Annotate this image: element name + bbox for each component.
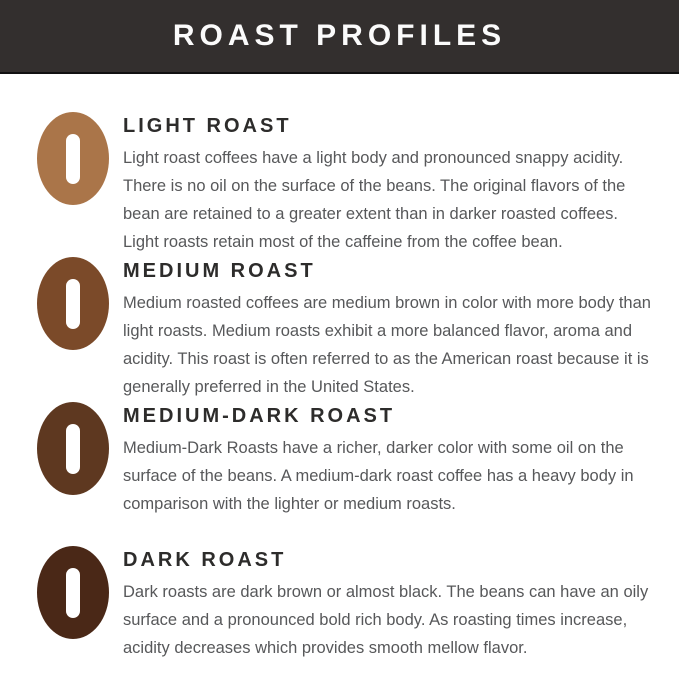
section-text xyxy=(123,401,655,518)
bean-slit xyxy=(66,134,80,184)
bean-column xyxy=(37,401,123,495)
bean-slit xyxy=(66,424,80,474)
bean-column xyxy=(37,256,123,350)
section-description: Dark roasts are dark brown or almost black. The beans can have an oily surface and a pronounced bold rich body. As roasting times increase, acidity decreases which provides smooth mellow flavor. xyxy=(123,583,649,657)
section-dark-roast xyxy=(37,545,655,662)
section-description: Light roast coffees have a light body and pronounced snappy acidity. There is no oil on the surface of the beans. The original flavors of the bean are retained to a greater extent than in darker roasted coffees. Light roasts retain most of the caffeine from the coffee bean. xyxy=(123,149,626,251)
section-text xyxy=(123,256,655,401)
coffee-bean-icon xyxy=(37,402,109,495)
section-medium-roast xyxy=(37,256,655,401)
section-description: Medium-Dark Roasts have a richer, darker color with some oil on the surface of the beans. A medium-dark roast coffee has a heavy body in comparison with the lighter or medium roasts. xyxy=(123,439,634,513)
section-heading: MEDIUM ROAST xyxy=(123,260,316,282)
section-light-roast xyxy=(37,111,655,256)
section-heading: MEDIUM-DARK ROAST xyxy=(123,405,396,427)
bean-slit xyxy=(66,279,80,329)
coffee-bean-icon xyxy=(37,257,109,350)
bean-slit xyxy=(66,568,80,618)
section-heading: LIGHT ROAST xyxy=(123,115,292,137)
section-text xyxy=(123,545,655,662)
section-description: Medium roasted coffees are medium brown in color with more body than light roasts. Medium roasts exhibit a more balanced flavor, aroma and acidity. This roast is often referred to as the American roast because it is generally preferred in the United States. xyxy=(123,294,651,396)
bean-column xyxy=(37,545,123,639)
coffee-bean-icon xyxy=(37,112,109,205)
section-heading: DARK ROAST xyxy=(123,549,287,571)
sections-container xyxy=(0,74,679,662)
page-title: ROAST PROFILES xyxy=(172,19,507,52)
section-text xyxy=(123,111,655,256)
header-bar xyxy=(0,0,679,74)
bean-column xyxy=(37,111,123,205)
coffee-bean-icon xyxy=(37,546,109,639)
section-medium-dark-roast xyxy=(37,401,655,545)
